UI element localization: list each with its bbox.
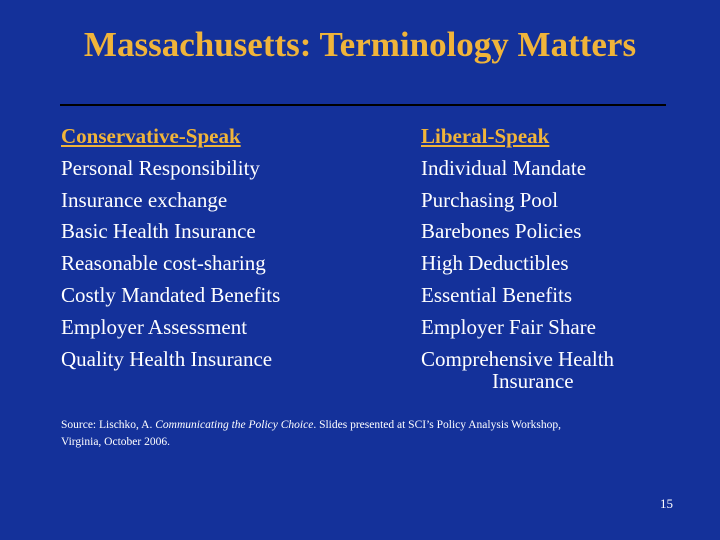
conservative-term: Quality Health Insurance xyxy=(61,346,273,371)
liberal-term-continuation: Insurance xyxy=(492,369,574,394)
source-title: Communicating the Policy Choice xyxy=(155,419,314,431)
source-citation xyxy=(61,417,581,451)
liberal-term: Purchasing Pool xyxy=(421,187,559,212)
page-number: 15 xyxy=(660,496,673,511)
slide-title: Massachusetts: Terminology Matters xyxy=(83,25,637,64)
liberal-heading: Liberal-Speak xyxy=(421,124,550,148)
conservative-term: Personal Responsibility xyxy=(61,155,260,180)
liberal-term: Essential Benefits xyxy=(421,282,573,307)
source-prefix: Source: Lischko, A. xyxy=(61,419,156,431)
liberal-term: High Deductibles xyxy=(421,251,569,276)
liberal-term: Employer Fair Share xyxy=(421,314,596,339)
liberal-term: Individual Mandate xyxy=(421,155,587,180)
source-suffix: . Slides presented at SCI’s Policy Analysis Workshop, Virginia, October 2006. xyxy=(61,419,562,448)
liberal-term: Comprehensive Health xyxy=(421,346,615,371)
liberal-column xyxy=(421,121,711,392)
conservative-term: Insurance exchange xyxy=(61,187,228,212)
liberal-term: Barebones Policies xyxy=(421,219,582,244)
conservative-term: Costly Mandated Benefits xyxy=(61,282,281,307)
conservative-term: Employer Assessment xyxy=(61,314,248,339)
conservative-term: Reasonable cost-sharing xyxy=(61,251,266,276)
conservative-column xyxy=(61,121,401,375)
title-divider xyxy=(60,104,666,106)
conservative-heading: Conservative-Speak xyxy=(61,124,241,148)
conservative-term: Basic Health Insurance xyxy=(61,219,256,244)
